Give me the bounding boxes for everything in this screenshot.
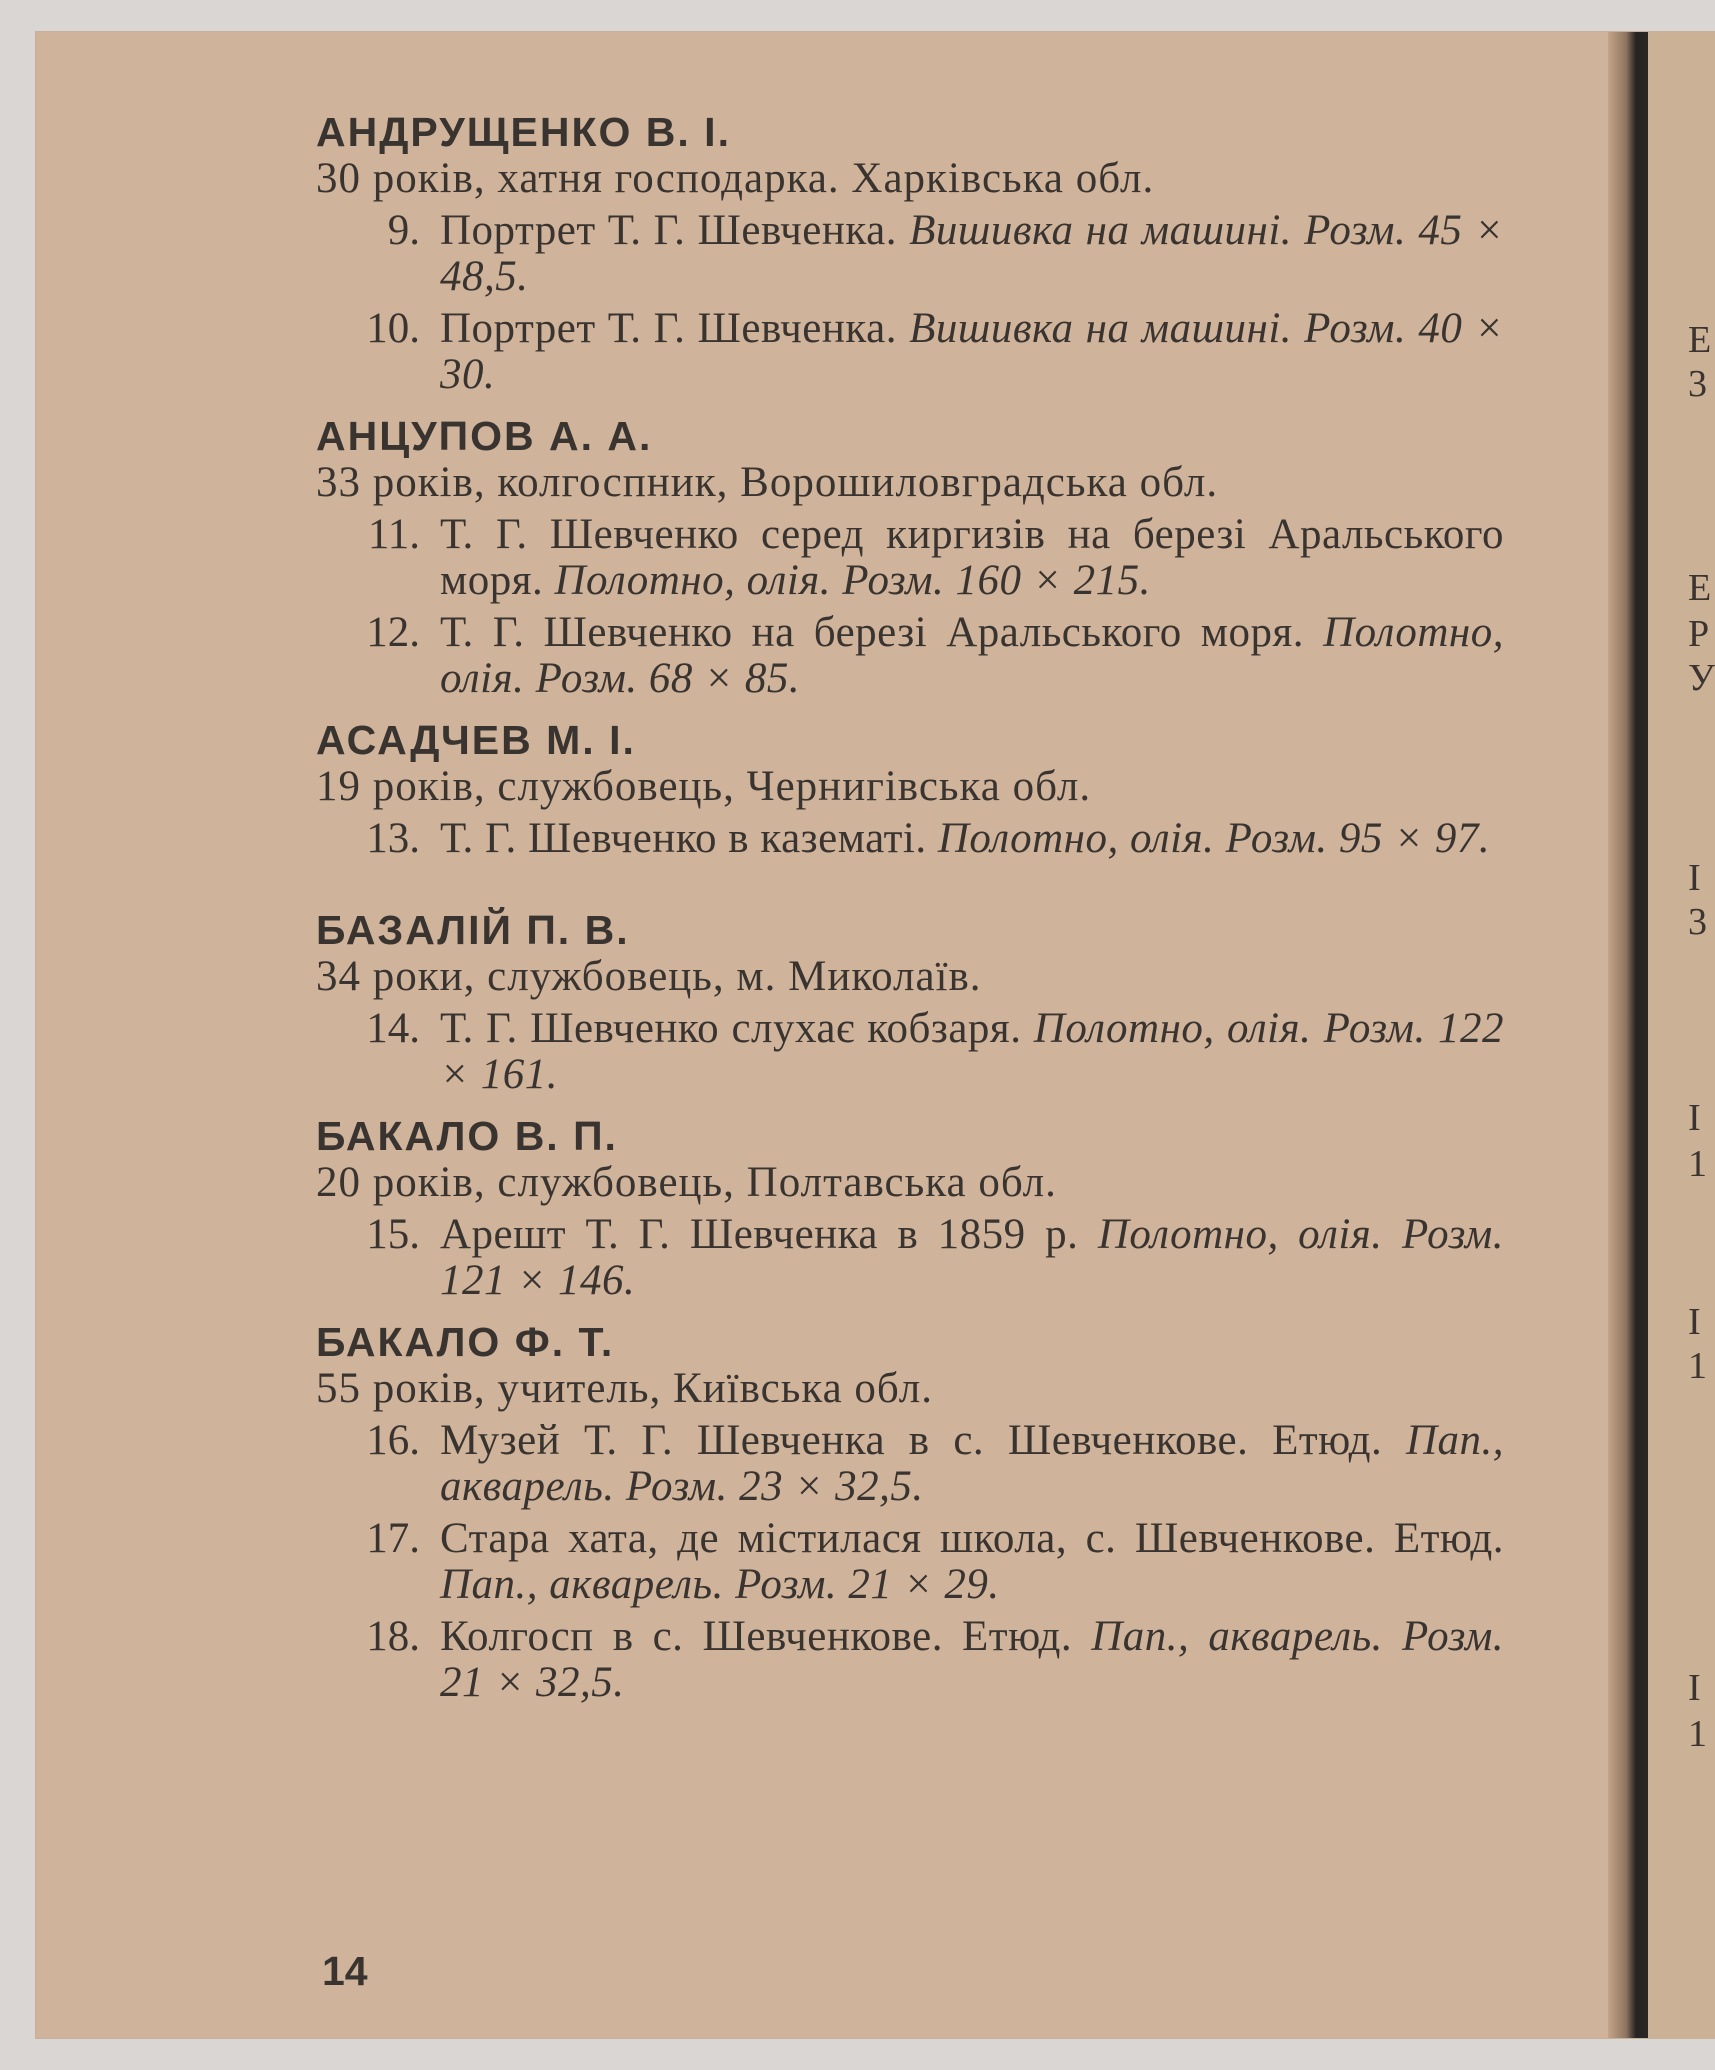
artist-info: 30 років, хатня господарка. Харківська обл. — [316, 155, 1155, 202]
facing-page-char: 3 — [1688, 363, 1707, 405]
work-number: 13. — [366, 815, 420, 862]
facing-page-char: Е — [1688, 567, 1712, 609]
work-medium: Полотно, олія. Розм. 160 × 215. — [554, 557, 1151, 604]
facing-page-char: І — [1688, 1301, 1701, 1343]
work-title: Стара хата, де містилася школа, с. Шевченкове. Етюд. — [440, 1515, 1504, 1562]
work-number: 14. — [366, 1005, 420, 1052]
work-medium: Полотно, олія. Розм. 95 × 97. — [937, 815, 1491, 862]
page-number: 14 — [322, 1948, 368, 1994]
work-title: Т. Г. Шевченко в казематі. — [440, 815, 927, 862]
artist-entry — [316, 108, 1504, 398]
work-item — [316, 816, 1504, 862]
work-title: Портрет Т. Г. Шевченка. — [440, 305, 897, 352]
artist-entry — [316, 1112, 1504, 1304]
work-number: 9. — [387, 207, 420, 254]
artist-entry — [316, 906, 1504, 1098]
artist-info: 20 років, службовець, Полтавська обл. — [316, 1159, 1057, 1206]
work-item — [316, 1516, 1504, 1608]
facing-page-char: І — [1688, 1667, 1701, 1709]
facing-page-char: 1 — [1688, 1143, 1707, 1185]
artist-name: БАКАЛО В. П. — [316, 1113, 618, 1159]
work-item — [316, 1212, 1504, 1304]
facing-page-char: І — [1688, 857, 1701, 899]
artist-name: АНДРУЩЕНКО В. І. — [316, 109, 731, 155]
work-number: 12. — [366, 609, 420, 656]
facing-page-char: 3 — [1688, 901, 1707, 943]
facing-page-char: У — [1688, 657, 1715, 699]
artist-info: 34 роки, службовець, м. Миколаїв. — [316, 953, 982, 1000]
work-medium: Пап., акварель. Розм. 21 × 29. — [440, 1561, 1000, 1608]
facing-page-char: 1 — [1688, 1345, 1707, 1387]
work-medium: Вишивка на машині. Розм. 40 × 30. — [440, 305, 1504, 398]
work-item — [316, 512, 1504, 604]
work-medium: Полотно, олія. Розм. 68 × 85. — [440, 609, 1504, 702]
artist-entry — [316, 412, 1504, 702]
catalog-page-text — [316, 108, 1504, 1720]
work-title: Т. Г. Шевченко слухає кобзаря. — [440, 1005, 1022, 1052]
artist-name: АНЦУПОВ А. А. — [316, 413, 653, 459]
facing-page-char: Р — [1688, 613, 1710, 655]
work-number: 16. — [366, 1417, 420, 1464]
artist-name: БАКАЛО Ф. Т. — [316, 1319, 615, 1365]
book-gutter — [1608, 32, 1648, 2038]
work-item — [316, 208, 1504, 300]
work-title: Музей Т. Г. Шевченка в с. Шевченкове. Етюд. — [440, 1417, 1383, 1464]
artist-info: 19 років, службовець, Чернигівська обл. — [316, 763, 1092, 810]
work-number: 18. — [366, 1613, 420, 1660]
work-number: 10. — [366, 305, 420, 352]
artist-info: 33 років, колгоспник, Ворошиловградська обл. — [316, 459, 1219, 506]
artist-info: 55 років, учитель, Київська обл. — [316, 1365, 933, 1412]
work-title: Т. Г. Шевченко на березі Аральського моря. — [440, 609, 1305, 656]
work-title: Колгосп в с. Шевченкове. Етюд. — [440, 1613, 1073, 1660]
work-medium: Пап., акварель. Розм. 21 × 32,5. — [440, 1613, 1505, 1706]
work-number: 11. — [367, 511, 420, 558]
work-title: Арешт Т. Г. Шевченка в 1859 р. — [440, 1211, 1079, 1258]
work-item — [316, 306, 1504, 398]
artist-name: БАЗАЛІЙ П. В. — [316, 907, 630, 953]
work-number: 17. — [366, 1515, 420, 1562]
work-medium: Полотно, олія. Розм. 121 × 146. — [440, 1211, 1504, 1304]
work-item — [316, 1614, 1504, 1706]
work-title: Портрет Т. Г. Шевченка. — [440, 207, 897, 254]
facing-page-char: І — [1688, 1097, 1701, 1139]
artist-entry — [316, 716, 1504, 862]
artist-name: АСАДЧЕВ М. І. — [316, 717, 636, 763]
work-title: Т. Г. Шевченко серед киргизів на березі Аральського моря. — [440, 511, 1504, 604]
work-medium: Пап., акварель. Розм. 23 × 32,5. — [440, 1417, 1505, 1510]
work-number: 15. — [366, 1211, 420, 1258]
work-item — [316, 610, 1504, 702]
work-item — [316, 1418, 1504, 1510]
work-item — [316, 1006, 1504, 1098]
work-medium: Вишивка на машині. Розм. 45 × 48,5. — [440, 207, 1504, 300]
facing-page-char: 1 — [1688, 1713, 1707, 1755]
work-medium: Полотно, олія. Розм. 122 × 161. — [440, 1005, 1504, 1098]
facing-page-char: Е — [1688, 319, 1712, 361]
artist-entry — [316, 1318, 1504, 1706]
